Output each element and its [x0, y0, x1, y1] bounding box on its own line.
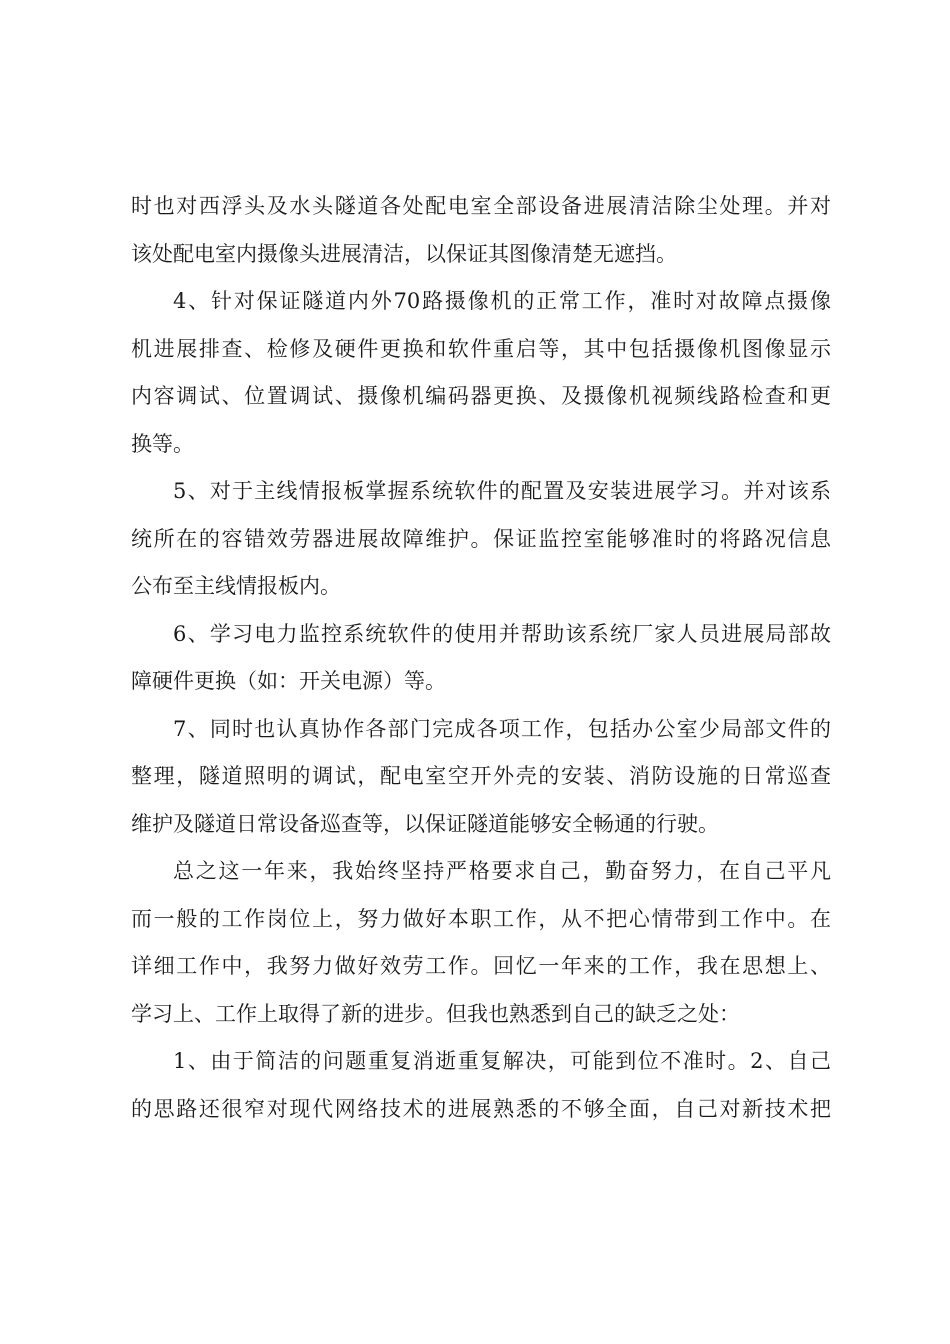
paragraph-line: 该处配电室内摄像头进展清洁，以保证其图像清楚无遮挡。 [131, 241, 677, 266]
paragraph-4 [131, 611, 831, 706]
paragraph-line: 维护及隧道日常设备巡查等，以保证隧道能够安全畅通的行驶。 [131, 811, 719, 836]
paragraph-line: 而一般的工作岗位上，努力做好本职工作，从不把心情带到工作中。在 [131, 906, 831, 931]
paragraph-line: 4、针对保证隧道内外70路摄像机的正常工作，准时对故障点摄像 [173, 289, 831, 313]
paragraph-line: 障硬件更换（如：开关电源）等。 [131, 669, 446, 693]
paragraph-1 [131, 183, 831, 278]
paragraph-line: 的思路还很窄对现代网络技术的进展熟悉的不够全面，自己对新技术把 [131, 1096, 831, 1121]
paragraph-6 [131, 848, 831, 1038]
paragraph-line: 公布至主线情报板内。 [131, 574, 341, 598]
paragraph-line: 1、由于简洁的问题重复消逝重复解决，可能到位不准时。2、自己 [173, 1049, 831, 1073]
paragraph-line: 学习上、工作上取得了新的进步。但我也熟悉到自己的缺乏之处： [131, 1001, 740, 1026]
paragraph-5 [131, 706, 831, 849]
paragraph-line: 时也对西浮头及水头隧道各处配电室全部设备进展清洁除尘处理。并对 [131, 194, 831, 218]
paragraph-2 [131, 278, 831, 468]
paragraph-line: 机进展排查、检修及硬件更换和软件重启等，其中包括摄像机图像显示 [131, 336, 831, 361]
document-body [131, 183, 831, 1133]
paragraph-7 [131, 1038, 831, 1133]
paragraph-line: 换等。 [131, 431, 194, 456]
paragraph-line: 6、学习电力监控系统软件的使用并帮助该系统厂家人员进展局部故 [173, 621, 831, 646]
paragraph-line: 详细工作中，我努力做好效劳工作。回忆一年来的工作，我在思想上、 [131, 954, 831, 978]
paragraph-line: 整理，隧道照明的调试，配电室空开外壳的安装、消防设施的日常巡查 [131, 764, 831, 788]
paragraph-line: 总之这一年来，我始终坚持严格要求自己，勤奋努力，在自己平凡 [173, 859, 831, 883]
paragraph-line: 7、同时也认真协作各部门完成各项工作，包括办公室少局部文件的 [173, 716, 831, 741]
paragraph-line: 统所在的容错效劳器进展故障维护。保证监控室能够准时的将路况信息 [131, 526, 831, 551]
paragraph-line: 5、对于主线情报板掌握系统软件的配置及安装进展学习。并对该系 [173, 479, 831, 503]
paragraph-3 [131, 468, 831, 611]
paragraph-line: 内容调试、位置调试、摄像机编码器更换、及摄像机视频线路检查和更 [131, 384, 831, 408]
